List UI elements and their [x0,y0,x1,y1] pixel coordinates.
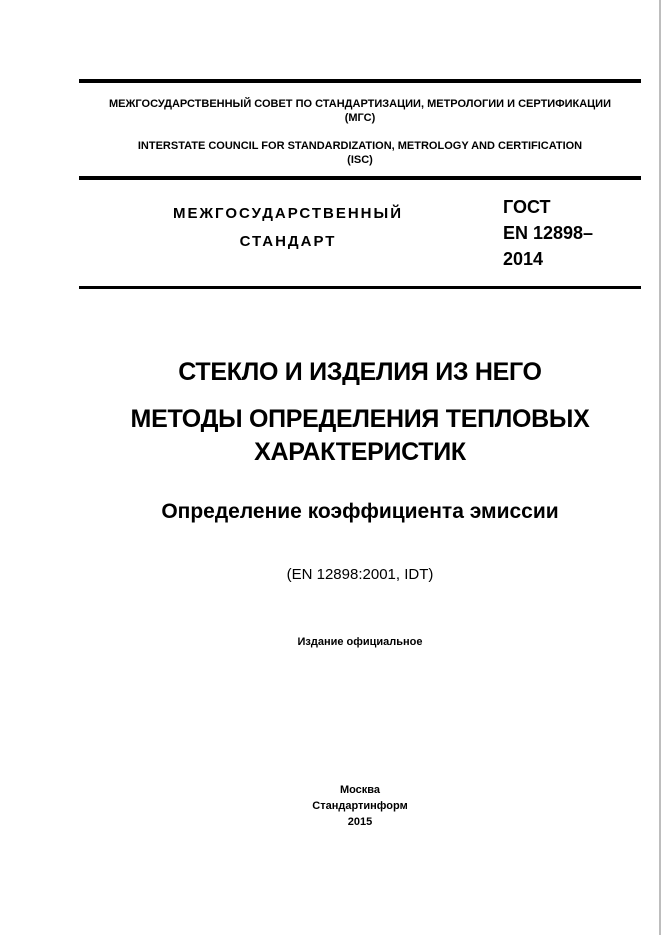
document-title-line3: ХАРАКТЕРИСТИК [254,438,466,466]
council-ru-name: МЕЖГОСУДАРСТВЕННЫЙ СОВЕТ ПО СТАНДАРТИЗАЦИИ, МЕТРОЛОГИИ И СЕРТИФИКАЦИИ [108,98,611,110]
council-en [79,139,641,167]
gost-designation [503,194,593,272]
middle-rule [79,176,641,180]
document-title-line2: МЕТОДЫ ОПРЕДЕЛЕНИЯ ТЕПЛОВЫХ [130,405,590,433]
top-rule [79,79,641,83]
document-subtitle: Определение коэффициента эмиссии [161,500,559,523]
imprint-year: 2015 [347,816,373,828]
gost-designation-line1: ГОСТ [503,197,551,217]
edition-note: Издание официальное [297,636,423,648]
gost-designation-line2: EN 12898– [503,223,594,243]
bottom-rule [79,286,641,289]
imprint-city: Москва [339,784,381,796]
gost-designation-line3: 2014 [503,249,544,269]
council-ru [79,97,641,125]
council-en-abbr: (ISC) [347,154,373,166]
document-title-line1: СТЕКЛО И ИЗДЕЛИЯ ИЗ НЕГО [178,358,542,386]
imprint-publisher: Стандартинформ [312,800,408,812]
council-ru-abbr: (МГС) [344,112,376,124]
council-en-name: INTERSTATE COUNCIL FOR STANDARDIZATION, METROLOGY AND CERTIFICATION [137,140,583,152]
standard-reference: (EN 12898:2001, IDT) [286,566,434,583]
standard-type-line2: СТАНДАРТ [239,233,337,250]
standard-type-line1: МЕЖГОСУДАРСТВЕННЫЙ [173,205,403,222]
